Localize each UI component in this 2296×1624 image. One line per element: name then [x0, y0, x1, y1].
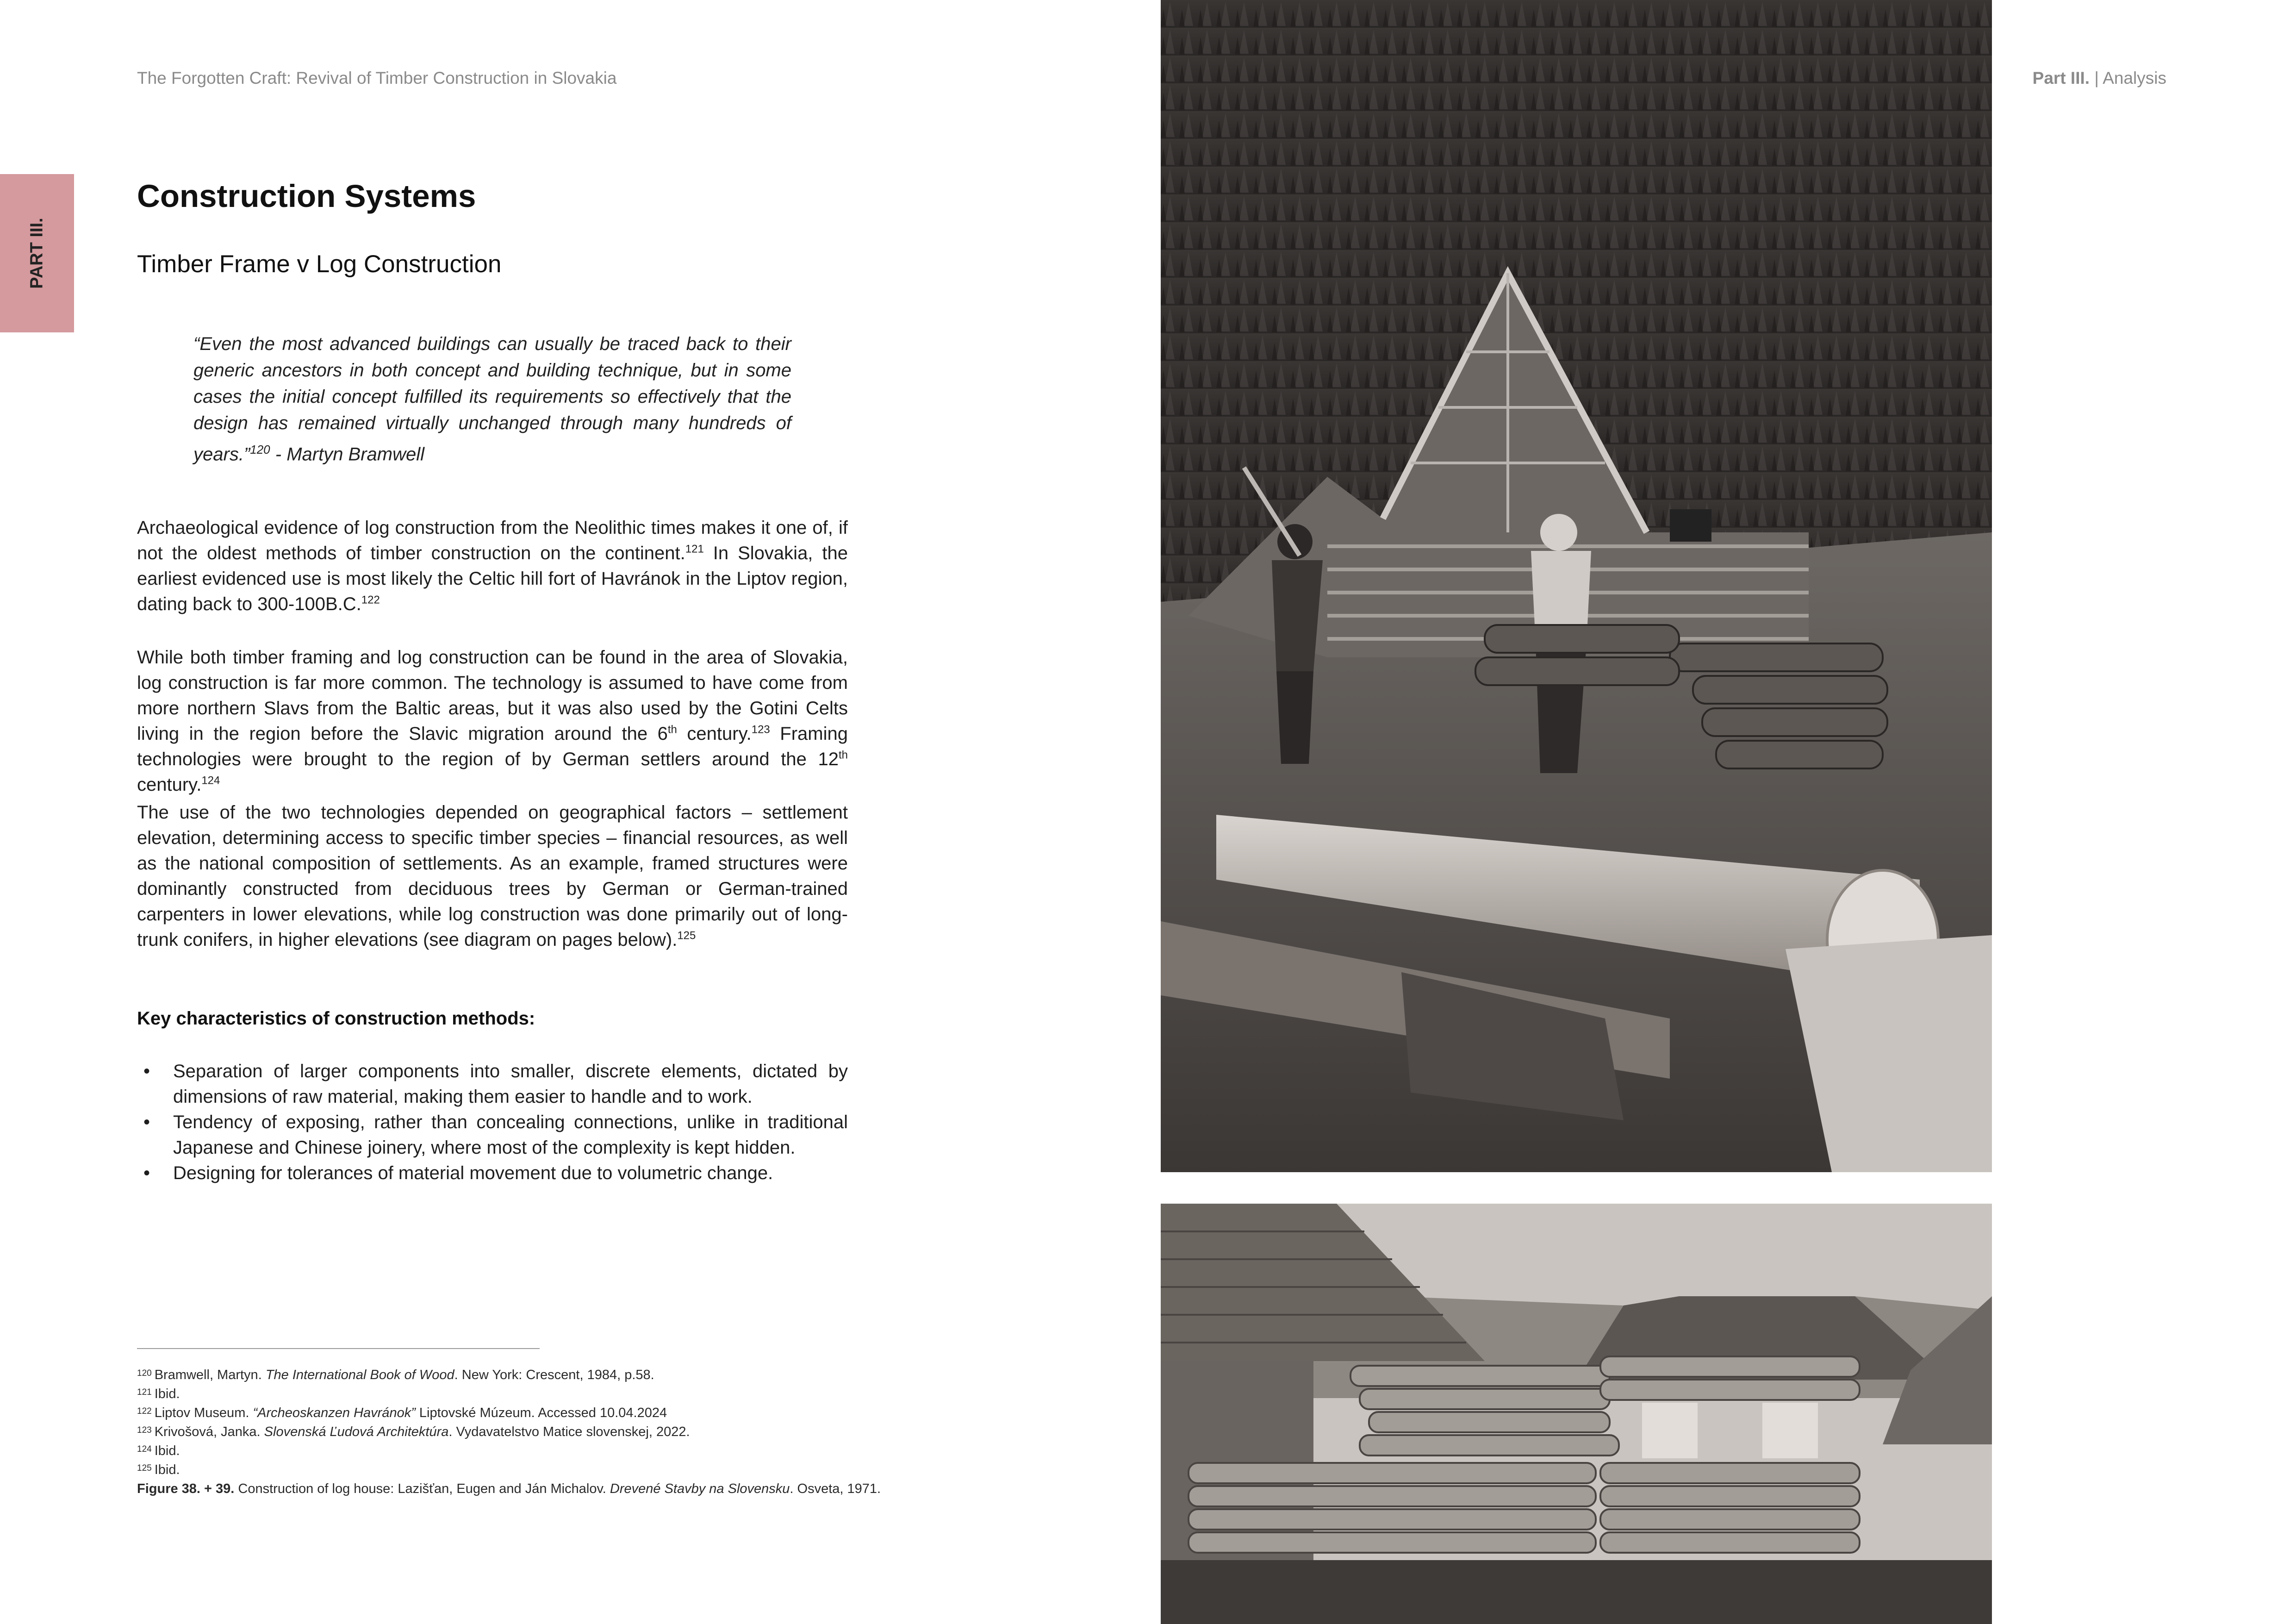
footnote-text: Ibid. — [154, 1443, 180, 1458]
running-header-part: Part III. — [2032, 69, 2090, 87]
footnote-text-end: . Vydavatelstvo Matice slovenskej, 2022. — [448, 1424, 690, 1439]
photo-log-houses-drawing — [1161, 1204, 1992, 1624]
p2-footnote-ref-1: 123 — [751, 723, 770, 736]
p1-text-b: In Slovakia, the earliest evidenced use is most likely the Celtic hill fort of Havránok in the Liptov region, dating back to 300-100B.C. — [137, 543, 848, 614]
footnote-number: 124 — [137, 1444, 152, 1454]
figure-caption — [137, 1480, 881, 1499]
footnote-124 — [137, 1442, 877, 1461]
window-opening — [1642, 1403, 1698, 1458]
footnote-number: 120 — [137, 1368, 152, 1378]
list-item-text: Designing for tolerances of material movement due to volumetric change. — [173, 1163, 773, 1183]
footnote-text: Krivošová, Janka. — [154, 1424, 264, 1439]
footnote-number: 122 — [137, 1406, 152, 1416]
section-subtitle: Timber Frame v Log Construction — [137, 250, 502, 278]
p2-text-c: Framing technologies were brought to the region of by German settlers around the 12 — [137, 724, 848, 769]
footnotes — [137, 1366, 881, 1499]
footnote-number: 121 — [137, 1387, 152, 1397]
p2-text-b: century. — [677, 724, 752, 744]
list-item-text: Tendency of exposing, rather than concealing connections, unlike in traditional Japanese and Chinese joinery, where most of the complexity is kept hidden. — [173, 1112, 848, 1158]
key-characteristics-heading: Key characteristics of construction methods: — [137, 1008, 535, 1029]
running-header-book-title: The Forgotten Craft: Revival of Timber Construction in Slovakia — [137, 69, 617, 87]
epigraph-quote — [193, 331, 791, 468]
footnote-120 — [137, 1366, 877, 1385]
part-side-tab — [0, 174, 74, 332]
house-window — [1670, 509, 1711, 542]
running-header-section — [2033, 69, 2166, 88]
footnote-123 — [137, 1423, 877, 1442]
foreground-ground — [1161, 1560, 1992, 1624]
list-item — [137, 1059, 848, 1110]
photo-log-house-construction — [1161, 0, 1992, 1172]
p2-ordinal-2: th — [838, 749, 848, 762]
bullet-dot: • — [143, 1112, 150, 1132]
running-header-separator: | — [2094, 69, 2099, 87]
footnote-text: Bramwell, Martyn. — [154, 1368, 266, 1382]
body-paragraph-1 — [137, 515, 848, 617]
footnote-122 — [137, 1404, 877, 1423]
list-item-text: Separation of larger components into smaller, discrete elements, dictated by dimensions of raw material, making them easier to handle and to work. — [173, 1061, 848, 1107]
part-side-tab-label: PART III. — [27, 218, 47, 289]
p3-footnote-ref: 125 — [677, 929, 696, 942]
photo-log-house-construction-drawing — [1161, 0, 1992, 1172]
photo-log-houses — [1161, 1204, 1992, 1624]
figure-caption-label: Figure 38. + 39. — [137, 1481, 235, 1496]
p3-text: The use of the two technologies depended on geographical factors – settlement elevation, determining access to specific timber species – financial resources, as well as the national composition of settlements. As an example, framed structures were dominantly constructed from deciduous trees by German or German-trained carpenters in lower elevations, while log construction was done primarily out of long-trunk conifers, in higher elevations (see diagram on pages below). — [137, 802, 848, 950]
footnote-divider — [137, 1348, 540, 1349]
p2-text-a: While both timber framing and log construction can be found in the area of Slovakia, log construction is far more common. The technology is assumed to have come from more northern Slavs from the Baltic areas, but it was also used by the Gotini Celts living in the region before the Slavic migration around the 6 — [137, 647, 848, 744]
figure-caption-text-end: . Osveta, 1971. — [790, 1481, 881, 1496]
body-paragraph-2 — [137, 645, 848, 798]
bullet-dot: • — [143, 1163, 150, 1183]
footnote-text-end: . New York: Crescent, 1984, p.58. — [454, 1368, 654, 1382]
running-header-section-name: Analysis — [2103, 69, 2166, 87]
footnote-number: 123 — [137, 1425, 152, 1435]
footnote-text: Ibid. — [154, 1462, 180, 1477]
footnote-number: 125 — [137, 1463, 152, 1473]
footnote-121 — [137, 1385, 877, 1404]
figure-caption-title: Drevené Stavby na Slovensku — [610, 1481, 790, 1496]
footnote-text: Liptov Museum. — [154, 1405, 253, 1420]
key-characteristics-list — [137, 1059, 848, 1186]
footnote-title: “Archeoskanzen Havránok” — [253, 1405, 416, 1420]
window-opening — [1762, 1403, 1818, 1458]
p2-ordinal-1: th — [667, 723, 677, 736]
footnote-title: The International Book of Wood — [265, 1368, 454, 1382]
footnote-text: Ibid. — [154, 1387, 180, 1401]
p1-footnote-ref-1: 121 — [685, 543, 704, 556]
p1-text-a: Archaeological evidence of log construction from the Neolithic times makes it one of, if not the oldest methods of timber construction on the continent. — [137, 518, 848, 563]
footnote-125 — [137, 1461, 877, 1480]
list-item — [137, 1161, 848, 1186]
p2-text-d: century. — [137, 775, 202, 795]
footnote-text-end: Liptovské Múzeum. Accessed 10.04.2024 — [415, 1405, 667, 1420]
quote-footnote-ref: 120 — [250, 443, 270, 456]
page-title: Construction Systems — [137, 178, 476, 214]
figure-caption-text: Construction of log house: Lazišťan, Eugen and Ján Michalov. — [234, 1481, 610, 1496]
p1-footnote-ref-2: 122 — [361, 593, 380, 606]
p2-footnote-ref-2: 124 — [201, 774, 220, 787]
quote-attribution: - Martyn Bramwell — [270, 444, 425, 465]
list-item — [137, 1110, 848, 1161]
quote-text: “Even the most advanced buildings can usually be traced back to their generic ancestors in both concept and building technique, but in some cases the initial concept fulfilled its requirements so effectively that the design has remained virtually unchanged through many hundreds of years.” — [193, 334, 791, 465]
body-paragraph-3 — [137, 800, 848, 953]
bullet-dot: • — [143, 1061, 150, 1081]
footnote-title: Slovenská Ľudová Architektúra — [264, 1424, 449, 1439]
